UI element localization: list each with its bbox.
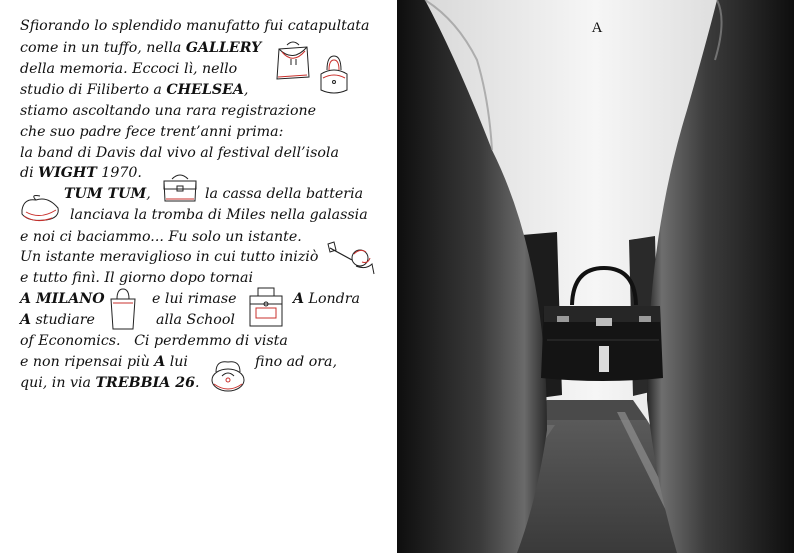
text-line-14-mid: e lui rimase [152,291,237,307]
text-line-16: of Economics. Ci perdemmo di vista [20,333,288,349]
text-line-17: e non ripensai più A lui [20,354,188,370]
text-line-14-end: A Londra [293,291,360,307]
text-line-10: lanciava la tromba di Miles nella galassia [70,207,368,223]
text-line-15-end: alla School [156,312,235,328]
text-line-3: della memoria. Eccoci lì, nello [20,61,238,77]
satchel-sketch-icon [160,171,200,203]
text-line-1: Sfiorando lo splendido manufatto fui catapultata [20,18,370,34]
text-line-8: di WIGHT 1970. [20,165,142,181]
text-line-9-end: la cassa della batteria [205,186,364,202]
text-line-13: e tutto finì. Il giorno dopo tornai [20,270,254,286]
text-line-2: come in un tuffo, nella GALLERY [20,40,262,56]
text-line-11: e noi ci baciammo... Fu solo un istante. [20,229,302,245]
text-line-17-end: fino ad ora, [255,354,337,370]
pouch-sketch-icon [16,194,64,224]
text-line-5: stiamo ascoltando una rara registrazione [20,103,317,119]
text-line-15: A studiare [20,312,95,328]
text-line-6: che suo padre fece trent’anni prima: [20,124,284,140]
doctor-bag-sketch-icon [246,284,286,328]
corner-letter: A [591,20,603,36]
trumpet-player-sketch-icon [326,240,378,278]
text-line-12: Un istante meraviglioso in cui tutto iniziò [20,249,319,265]
corridor-photo [397,0,794,553]
backpack-sketch-icon [273,39,313,81]
text-line-4: studio di Filiberto a CHELSEA, [20,82,249,98]
text-line-9: TUM TUM, [64,186,151,202]
tote-bag-sketch-icon [107,285,139,331]
text-line-7: la band di Davis dal vivo al festival dell’isola [20,145,339,161]
text-line-14: A MILANO [20,291,105,307]
round-bag-sketch-icon [208,358,248,394]
photo-panel [397,0,794,553]
text-line-18: qui, in via TREBBIA 26. [20,375,200,391]
hobo-bag-sketch-icon [317,52,351,96]
